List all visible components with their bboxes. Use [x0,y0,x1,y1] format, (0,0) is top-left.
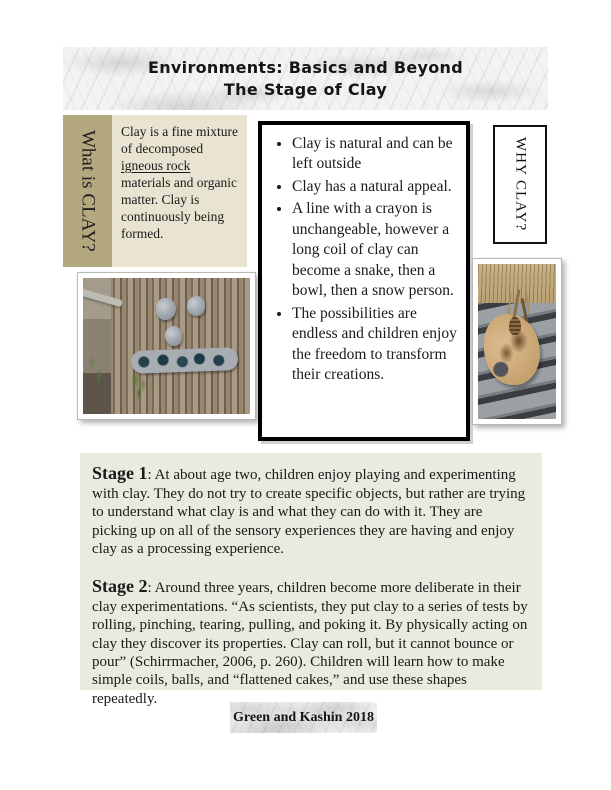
stage-1-heading: Stage 1 [92,463,148,483]
clay-description-text-after: materials and organic matter. Clay is continuously being formed. [121,175,237,241]
header-banner [63,47,548,110]
what-is-clay-sidebar [63,115,112,267]
benefit-item: • Clay has a natural appeal. [292,177,458,197]
pinecone [509,317,521,335]
stage-2-paragraph [92,576,530,708]
paragraph-gap [92,558,530,576]
benefit-item: • The possibilities are endless and children enjoy the freedom to transform their creations. [292,304,458,386]
clay-benefits-box [258,121,470,441]
clay-creature-scene [478,264,556,419]
why-clay-box [493,125,547,244]
tree-clay-face-photo [77,272,256,420]
green-weeds [83,349,106,395]
benefit-item: • Clay is natural and can be left outside [292,134,458,175]
stages-panel [80,453,542,707]
green-sprig [126,368,152,402]
credit-text: Green and Kashin 2018 [233,709,374,725]
clay-description-text-before: Clay is a fine mixture of decomposed [121,124,238,156]
tree-clay-face-scene [83,278,250,414]
benefit-item: • A line with a crayon is unchangeable, however a long coil of clay can become a snake, then a bowl, then a snow person. [292,199,458,301]
page-title-line2: The Stage of Clay [223,79,388,99]
clay-benefits-list [266,134,458,385]
stage-1-paragraph [92,463,530,558]
clay-creature-photo [472,258,562,425]
clay-description-underlined: igneous rock [121,158,191,173]
why-clay-label: WHY CLAY? [512,137,529,232]
stage-2-heading: Stage 2 [92,576,148,597]
stage-1-body: : At about age two, children enjoy playing and experimenting with clay. They do not try to create specific objects, but rather are trying to understand what clay is and what they can do with it. They are picking up on all of the sensory experiences they are having and enjoy clay as a processing experience. [92,467,526,557]
credit-banner [230,702,377,733]
page-title-line1: Environments: Basics and Beyond [148,57,463,77]
clay-eye-right [187,296,205,316]
clay-nose [165,326,182,346]
what-is-clay-label: What is CLAY? [77,130,99,252]
stage-2-body: : Around three years, children become more deliberate in their clay experimentations. “As scientists, they put clay to a series of tests by rolling, pinching, tearing, pulling, and poking it. By physically acting on clay they discover its properties. Clay can roll, but it cannot bounce or pour” (Schirrmacher, 2006, p. 260). Children will learn how to make simple coils, balls, and “flattened cakes,” and use these shapes repeatedly. [92,580,528,707]
clay-description-panel [112,115,247,267]
